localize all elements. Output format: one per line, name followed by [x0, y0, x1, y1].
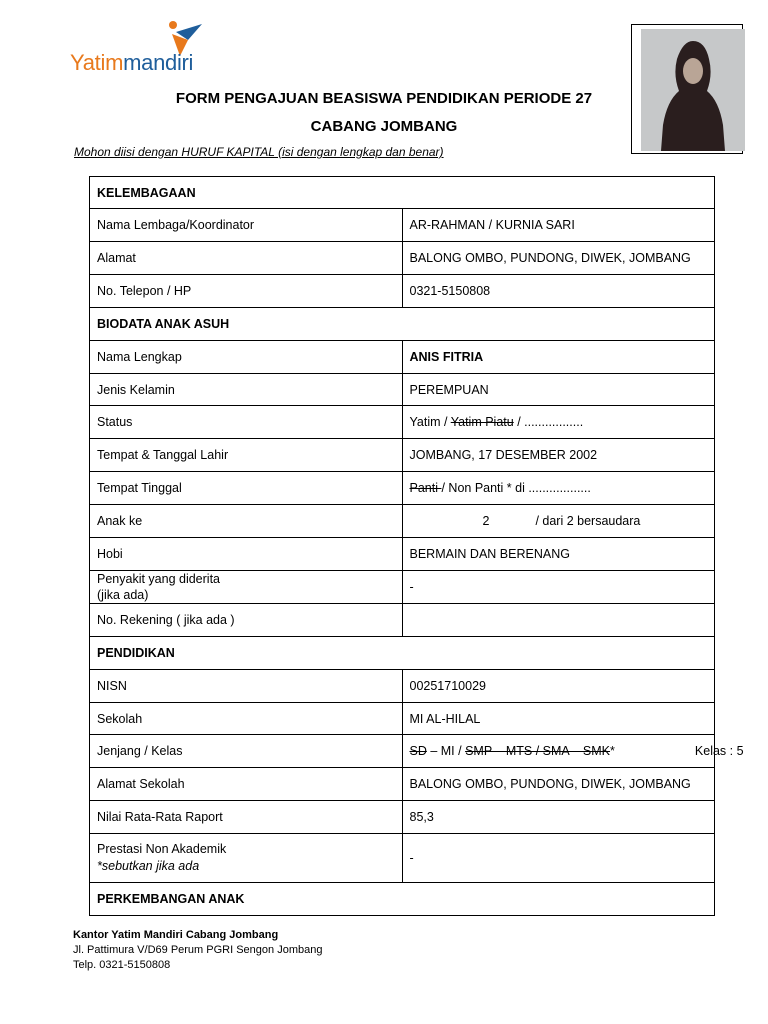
field-label: Alamat	[90, 242, 403, 275]
footer-phone: Telp. 0321-5150808	[73, 959, 171, 971]
field-label: Jenis Kelamin	[90, 374, 403, 406]
field-value-prestasi: -	[402, 834, 715, 883]
logo-text: Yatimmandiri	[70, 50, 194, 75]
field-value-ttl: JOMBANG, 17 DESEMBER 2002	[402, 439, 715, 472]
field-value-sekolah: MI AL-HILAL	[402, 703, 715, 735]
table-row	[90, 834, 715, 883]
table-row	[90, 439, 715, 472]
field-label: Nama Lengkap	[90, 341, 403, 374]
field-value-hobi: BERMAIN DAN BERENANG	[402, 538, 715, 571]
table-row	[90, 505, 715, 538]
field-value-jenjang: SD – MI / SMP – MTS / SMA – SMK* Kelas : 5	[402, 735, 715, 768]
field-label: Tempat Tinggal	[90, 472, 403, 505]
table-row	[90, 209, 715, 242]
field-value-telepon: 0321-5150808	[402, 275, 715, 308]
table-row	[90, 571, 715, 604]
field-label: Status	[90, 406, 403, 439]
field-label: Alamat Sekolah	[90, 768, 403, 801]
field-value-nisn: 00251710029	[402, 670, 715, 703]
field-label: Prestasi Non Akademik *sebutkan jika ada	[90, 834, 403, 883]
table-row	[90, 275, 715, 308]
field-value-jenis-kelamin: PEREMPUAN	[402, 374, 715, 406]
field-value-alamat-sekolah: BALONG OMBO, PUNDONG, DIWEK, JOMBANG	[402, 768, 715, 801]
field-value-nama: ANIS FITRIA	[402, 341, 715, 374]
field-label: Sekolah	[90, 703, 403, 735]
field-value-status: Yatim / Yatim Piatu / .................	[402, 406, 715, 439]
field-label: Anak ke	[90, 505, 403, 538]
fill-instruction: Mohon diisi dengan HURUF KAPITAL (isi dengan lengkap dan benar)	[74, 145, 444, 159]
field-label: Jenjang / Kelas	[90, 735, 403, 768]
table-row	[90, 406, 715, 439]
table-row	[90, 768, 715, 801]
section-row	[90, 637, 715, 670]
application-form-table	[89, 176, 744, 916]
field-label: No. Rekening ( jika ada )	[90, 604, 403, 637]
table-row	[90, 472, 715, 505]
table-row	[90, 735, 715, 768]
field-label: Nilai Rata-Rata Raport	[90, 801, 403, 834]
table-row	[90, 703, 715, 735]
field-value-alamat: BALONG OMBO, PUNDONG, DIWEK, JOMBANG	[402, 242, 715, 275]
table-row	[90, 801, 715, 834]
section-row	[90, 308, 715, 341]
field-label: Nama Lembaga/Koordinator	[90, 209, 403, 242]
field-value-anak-ke: 2 / dari 2 bersaudara	[402, 505, 715, 538]
field-value-lembaga: AR-RAHMAN / KURNIA SARI	[402, 209, 715, 242]
form-subtitle: CABANG JOMBANG	[310, 118, 458, 135]
section-row	[90, 177, 715, 209]
field-label: Tempat & Tanggal Lahir	[90, 439, 403, 472]
footer-office: Kantor Yatim Mandiri Cabang Jombang	[73, 929, 279, 941]
table-row	[90, 538, 715, 571]
field-label: No. Telepon / HP	[90, 275, 403, 308]
table-row	[90, 604, 715, 637]
section-biodata: BIODATA ANAK ASUH	[90, 308, 715, 341]
yatim-mandiri-logo	[70, 20, 240, 80]
field-value-rekening	[402, 604, 715, 637]
field-value-penyakit: -	[402, 571, 715, 604]
form-title: FORM PENGAJUAN BEASISWA PENDIDIKAN PERIODE 27	[175, 90, 593, 107]
field-label: NISN	[90, 670, 403, 703]
field-label: Hobi	[90, 538, 403, 571]
kelas-value: Kelas : 5	[694, 744, 744, 758]
footer-address: Jl. Pattimura V/D69 Perum PGRI Sengon Jombang	[73, 944, 323, 956]
field-label: Penyakit yang diderita (jika ada)	[90, 571, 403, 604]
field-value-tempat-tinggal: Panti / Non Panti * di ..................	[402, 472, 715, 505]
table-row	[90, 374, 715, 406]
section-perkembangan: PERKEMBANGAN ANAK	[90, 883, 715, 916]
section-row	[90, 883, 715, 916]
section-pendidikan: PENDIDIKAN	[90, 637, 715, 670]
field-value-nilai: 85,3	[402, 801, 715, 834]
table-row	[90, 670, 715, 703]
section-kelembagaan: KELEMBAGAAN	[90, 177, 715, 209]
footer	[73, 928, 322, 973]
table-row	[90, 242, 715, 275]
table-row	[90, 341, 715, 374]
